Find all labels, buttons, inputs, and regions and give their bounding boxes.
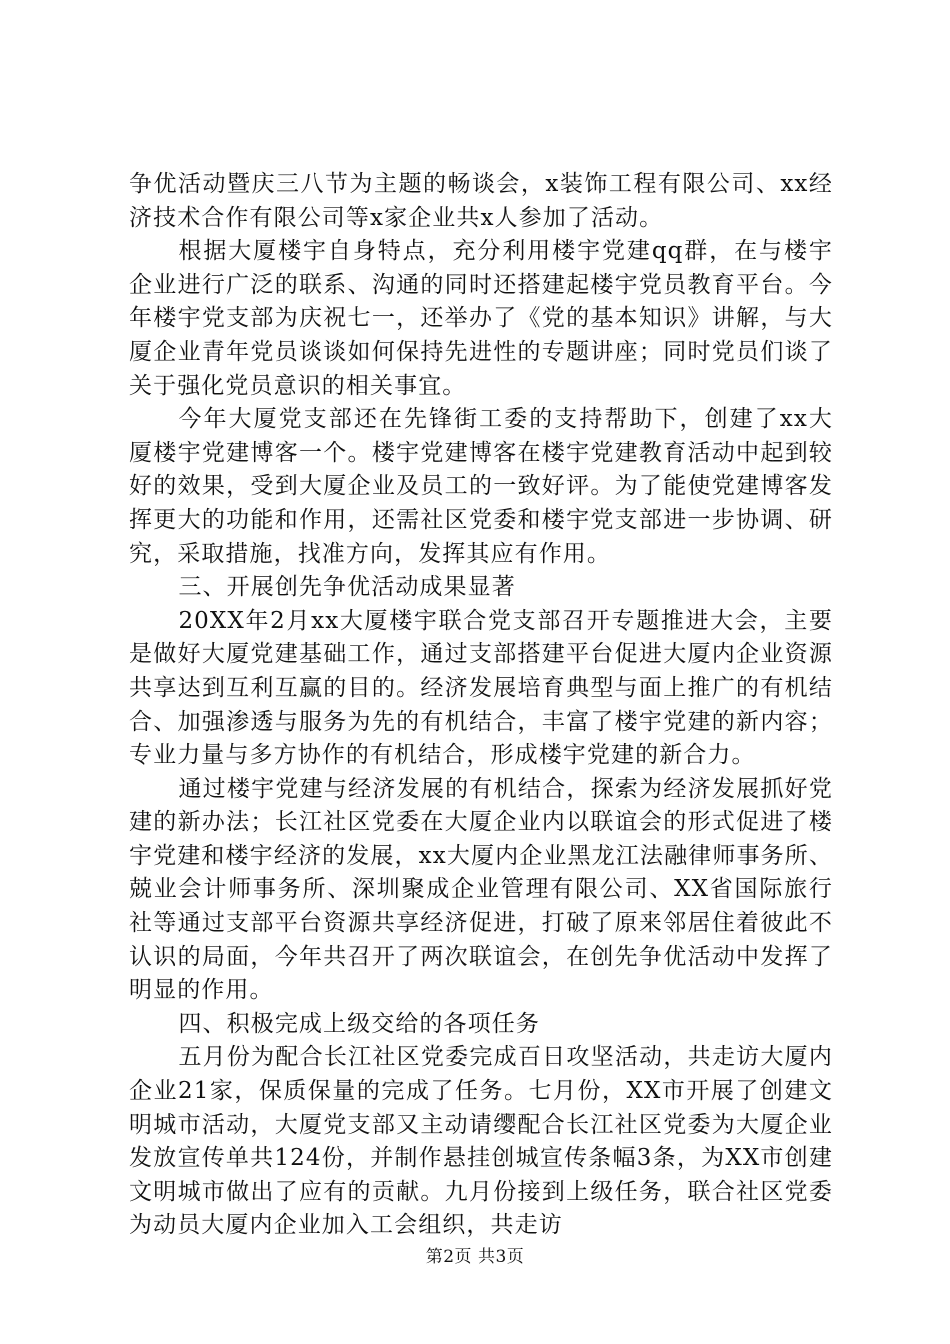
paragraph-party-building-qq: 根据大厦楼宇自身特点，充分利用楼宇党建qq群，在与楼宇企业进行广泛的联系、沟通的同时还搭建起楼宇党员教育平台。今年楼宇党支部为庆祝七一，还举办了《党的基本知识》讲解，与大厦企业青年党员谈谈如何保持先进性的专题讲座；同时党员们谈了关于强化党员意识的相关事宜。	[129, 238, 833, 399]
page-footer: 第2页 共3页	[425, 1247, 525, 1267]
paragraph-continuation: 争优活动暨庆三八节为主题的畅谈会，x装饰工程有限公司、xx经济技术合作有限公司等x家企业共x人参加了活动。	[129, 171, 833, 231]
section-heading-3: 三、开展创先争优活动成果显著	[178, 574, 516, 601]
paragraph-party-blog: 今年大厦党支部还在先锋街工委的支持帮助下，创建了xx大厦楼宇党建博客一个。楼宇党建博客在楼宇党建教育活动中起到较好的效果，受到大厦企业及员工的一致好评。为了能使党建博客发挥更大的功能和作用，还需社区党委和楼宇党支部进一步协调、研究，采取措施，找准方向，发挥其应有作用。	[129, 406, 833, 567]
document-body	[129, 168, 833, 1243]
paragraph-tasks: 五月份为配合长江社区党委完成百日攻坚活动，共走访大厦内企业21家，保质保量的完成了任务。七月份，XX市开展了创建文明城市活动，大厦党支部又主动请缨配合长江社区党委为大厦企业发放宣传单共124份，并制作悬挂创城宣传条幅3条，为XX市创建文明城市做出了应有的贡献。九月份接到上级任务，联合社区党委为动员大厦内企业加入工会组织，共走访	[129, 1044, 833, 1239]
paragraph-economic-development: 通过楼宇党建与经济发展的有机结合，探索为经济发展抓好党建的新办法；长江社区党委在大厦企业内以联谊会的形式促进了楼宇党建和楼宇经济的发展，xx大厦内企业黑龙江法融律师事务所、兢业会计师事务所、深圳聚成企业管理有限公司、XX省国际旅行社等通过支部平台资源共享经济促进，打破了原来邻居住着彼此不认识的局面，今年共召开了两次联谊会，在创先争优活动中发挥了明显的作用。	[129, 775, 833, 1004]
paragraph-promotion-meeting: 20XX年2月xx大厦楼宇联合党支部召开专题推进大会，主要是做好大厦党建基础工作，通过支部搭建平台促进大厦内企业资源共享达到互利互赢的目的。经济发展培育典型与面上推广的有机结合、加强渗透与服务为先的有机结合，丰富了楼宇党建的新内容；专业力量与多方协作的有机结合，形成楼宇党建的新合力。	[129, 607, 833, 769]
section-heading-4: 四、积极完成上级交给的各项任务	[178, 1010, 540, 1037]
